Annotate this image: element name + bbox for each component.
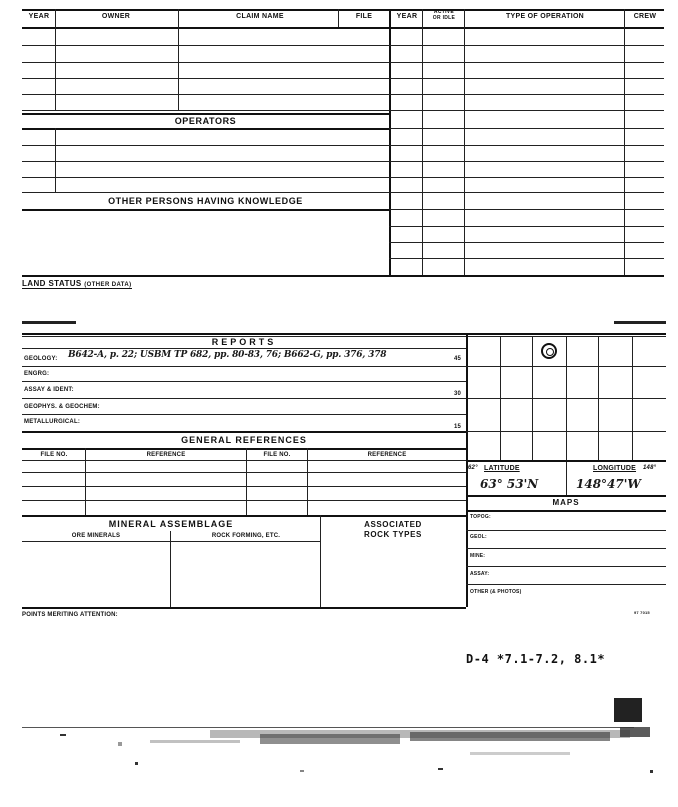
maps-title: MAPS (552, 498, 580, 507)
location-marker-icon (541, 343, 557, 359)
engrg-label: ENGRG: (24, 371, 50, 377)
file-header: FILE (355, 13, 373, 20)
latitude-prefix: 62° (468, 465, 478, 471)
assay-ident-label: ASSAY & IDENT: (24, 387, 74, 393)
land-status-note: (OTHER DATA) (84, 282, 132, 288)
latitude-value: 63° 53'N (480, 477, 539, 491)
maps-mine: MINE: (470, 553, 486, 559)
reference-stamp: D-4 *7.1-7.2, 8.1* (466, 652, 606, 666)
rock-forming-label: ROCK FORMING, ETC. (211, 533, 281, 539)
active-idle-header: ACTIVE OR IDLE (432, 9, 456, 21)
gr-reference-2: REFERENCE (367, 452, 407, 458)
longitude-suffix: 148° (643, 465, 657, 471)
maps-assay: ASSAY: (470, 571, 490, 577)
longitude-label: LONGITUDE (593, 465, 637, 472)
ore-minerals-label: ORE MINERALS (71, 533, 121, 539)
land-status-text: LAND STATUS (22, 279, 82, 288)
associated-rock-types-title: ASSOCIATED ROCK TYPES (363, 520, 422, 539)
longitude-value: 148°47'W (576, 477, 641, 491)
year2-header: YEAR (396, 13, 418, 20)
latitude-label: LATITUDE (484, 465, 520, 472)
year-header: YEAR (28, 13, 50, 20)
other-persons-title: OTHER PERSONS HAVING KNOWLEDGE (108, 196, 303, 206)
maps-geol: GEOL: (470, 534, 487, 540)
geology-value: B642-A, p. 22; USBM TP 682, pp. 80-83, 76; B662-G, pp. 376, 378 (68, 350, 387, 360)
geology-label: GEOLOGY: (24, 356, 58, 362)
gr-reference-1: REFERENCE (146, 452, 186, 458)
crew-header: CREW (633, 13, 657, 20)
metallurgical-num: 15 (454, 424, 462, 430)
mineral-assemblage-title: MINERAL ASSEMBLAGE (108, 519, 234, 529)
gr-file-no-1: FILE NO. (40, 452, 68, 458)
points-meriting-attention: POINTS MERITING ATTENTION: (22, 612, 118, 618)
metallurgical-label: METALLURGICAL: (24, 419, 81, 425)
claim-name-header: CLAIM NAME (236, 13, 284, 20)
general-references-title: GENERAL REFERENCES (181, 435, 307, 445)
maps-topog: TOPOG: (470, 514, 491, 520)
owner-header: OWNER (101, 13, 131, 20)
type-operation-header: TYPE OF OPERATION (505, 13, 585, 20)
geophys-label: GEOPHYS. & GEOCHEM: (24, 404, 100, 410)
operators-title: OPERATORS (174, 116, 237, 126)
land-status-label (22, 279, 132, 289)
assay-ident-num: 30 (454, 391, 462, 397)
maps-other: OTHER (& PHOTOS) (470, 589, 522, 595)
gr-file-no-2: FILE NO. (263, 452, 291, 458)
reports-title: REPORTS (211, 337, 277, 347)
form-number: 97 7015 (634, 610, 650, 615)
geology-num: 45 (454, 356, 462, 362)
